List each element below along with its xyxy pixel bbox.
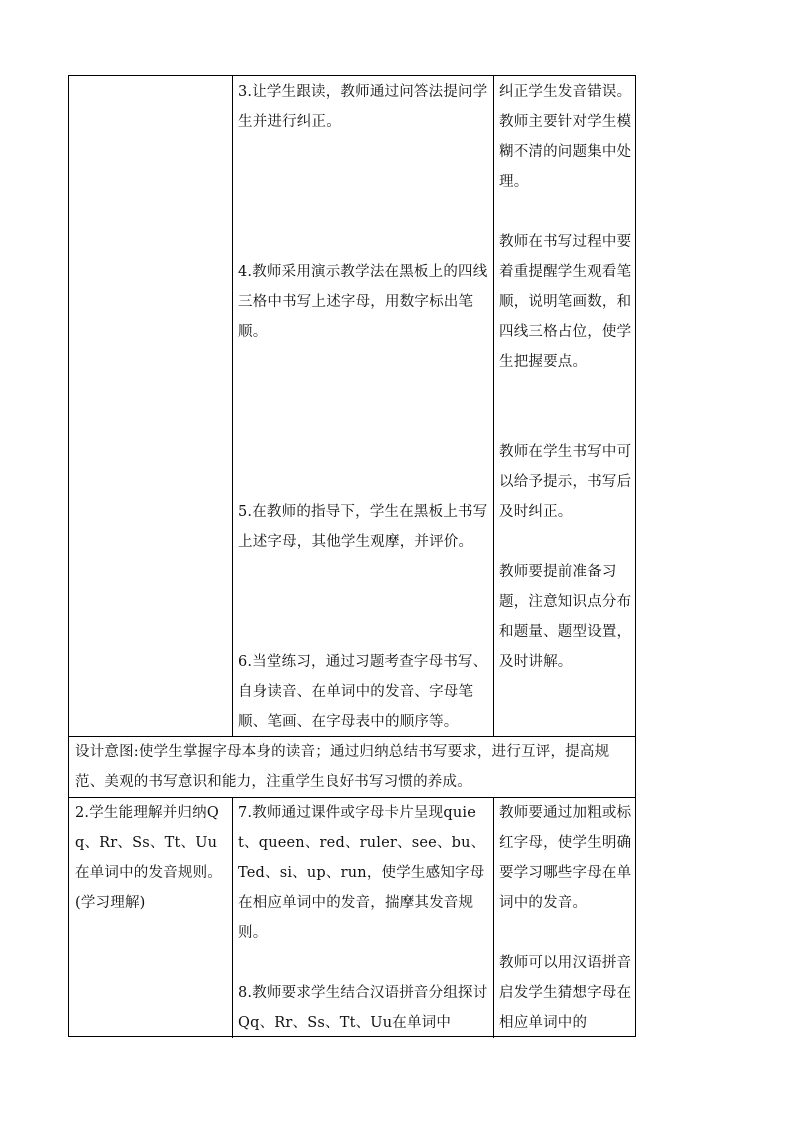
note-3-text: 纠正学生发音错误。教师主要针对学生模糊不清的问题集中处理。	[499, 84, 632, 190]
note-8-text: 教师可以用汉语拼音启发学生猜想字母在相应单词中的	[499, 955, 632, 1031]
step-3-text: 3.让学生跟读，教师通过问答法提问学生并进行纠正。	[238, 84, 488, 130]
column-divider-2	[493, 76, 494, 736]
step-4-text: 4.教师采用演示教学法在黑板上的四线三格中书写上述字母，用数字标出笔顺。	[238, 264, 488, 340]
column-divider-1	[232, 76, 233, 736]
step-8-text: 8.教师要求学生结合汉语拼音分组探讨Qq、Rr、Ss、Tt、Uu在单词中	[238, 985, 488, 1031]
note-6-text: 教师要提前准备习题，注意知识点分布和题量、题型设置，及时讲解。	[499, 564, 632, 670]
note-5-text: 教师在学生书写中可以给予提示，书写后及时纠正。	[499, 444, 632, 520]
learning-goal-text: 2.学生能理解并归纳Qq、Rr、Ss、Tt、Uu在单词中的发音规则。(学习理解)	[75, 805, 222, 911]
note-7-text: 教师要通过加粗或标红字母，使学生明确要学习哪些字母在单词中的发音。	[499, 805, 632, 911]
step-6-text: 6.当堂练习，通过习题考查字母书写、自身读音、在单词中的发音、字母笔顺、笔画、在字母表中的顺序等。	[238, 654, 488, 730]
column-divider-3	[232, 797, 233, 1038]
note-4-text: 教师在书写过程中要着重提醒学生观看笔顺，说明笔画数，和四线三格占位，使学生把握要点。	[499, 234, 632, 370]
column-divider-4	[493, 797, 494, 1038]
lesson-plan-table	[68, 75, 636, 1037]
step-5-text: 5.在教师的指导下，学生在黑板上书写上述字母，其他学生观摩，并评价。	[238, 504, 488, 550]
step-7-text: 7.教师通过课件或字母卡片呈现quiet、queen、red、ruler、see、bu、Ted、si、up、run，使学生感知字母在相应单词中的发音，揣摩其发音规则。	[238, 805, 486, 941]
design-intent-text: 设计意图:使学生掌握字母本身的读音；通过归纳总结书写要求，进行互评，提高规范、美观的书写意识和能力，注重学生良好书写习惯的养成。	[75, 744, 610, 790]
